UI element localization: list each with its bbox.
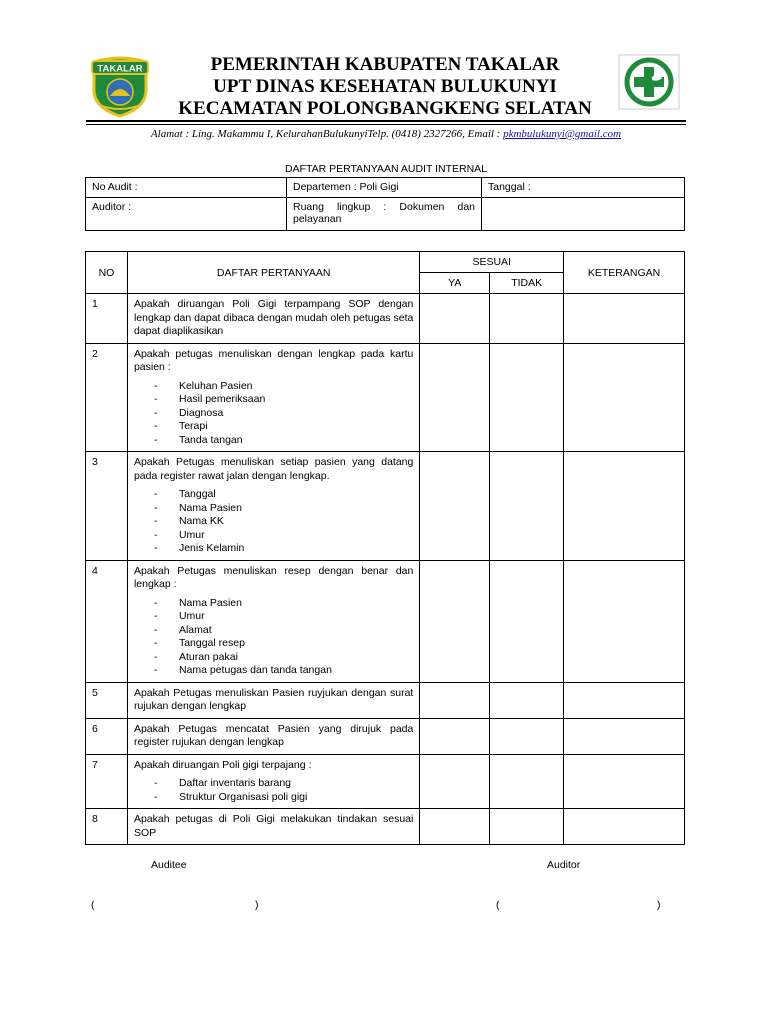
keterangan-cell[interactable]	[564, 343, 685, 452]
table-row	[86, 809, 685, 845]
document-title: DAFTAR PERTANYAAN AUDIT INTERNAL	[284, 163, 488, 175]
question-text: Apakah diruangan Poli Gigi terpampang SOP dengan lengkap dan dapat dibaca dengan mudah oleh petugas seta dapat diaplikasikan	[133, 298, 414, 337]
auditor-close-paren: )	[657, 899, 661, 911]
tidak-cell[interactable]	[490, 452, 564, 561]
letterhead-rule-thin	[86, 124, 686, 125]
ya-cell[interactable]	[420, 718, 490, 754]
audit-info-table	[85, 177, 685, 231]
question-cell	[127, 294, 419, 344]
row-number: 3	[86, 452, 128, 561]
row-number: 8	[86, 809, 128, 845]
ya-cell[interactable]	[420, 754, 490, 809]
table-row	[86, 560, 685, 682]
tidak-cell[interactable]	[490, 343, 564, 452]
question-item: - Aturan pakai	[134, 651, 413, 665]
audit-question-table	[85, 251, 685, 845]
question-text: Apakah Petugas menuliskan resep dengan benar dan lengkap :	[133, 564, 414, 590]
keterangan-cell[interactable]	[564, 452, 685, 561]
question-item-list	[134, 380, 413, 448]
email-link[interactable]: pkmbulukunyi@gmail.com	[503, 128, 622, 140]
header-no: NO	[86, 252, 128, 294]
question-text: Apakah Petugas menuliskan Pasien ruyjukan dengan surat rujukan dengan lengkap	[133, 686, 414, 712]
question-item: - Nama petugas dan tanda tangan	[134, 664, 413, 678]
ya-cell[interactable]	[420, 294, 490, 344]
question-item: - Umur	[134, 610, 413, 624]
question-item: - Terapi	[134, 420, 413, 434]
question-rows	[86, 294, 685, 845]
question-cell	[127, 809, 419, 845]
tidak-cell[interactable]	[490, 718, 564, 754]
question-item: - Diagnosa	[134, 407, 413, 421]
question-item: - Alamat	[134, 624, 413, 638]
auditee-close-paren: )	[255, 899, 259, 911]
empty-cell	[482, 198, 685, 231]
header-pertanyaan: DAFTAR PERTANYAAN	[127, 252, 419, 294]
question-text: Apakah Petugas mencatat Pasien yang dirujuk pada register rujukan dengan lengkap	[133, 722, 414, 748]
letterhead-rule-thick	[86, 120, 686, 122]
table-row	[86, 343, 685, 452]
question-item: - Daftar inventaris barang	[134, 777, 413, 791]
letterhead	[140, 54, 630, 120]
question-item: - Hasil pemeriksaan	[134, 393, 413, 407]
ya-cell[interactable]	[420, 343, 490, 452]
question-item: - Tanggal	[134, 488, 413, 502]
tidak-cell[interactable]	[490, 809, 564, 845]
ya-cell[interactable]	[420, 452, 490, 561]
question-item: - Struktur Organisasi poli gigi	[134, 791, 413, 805]
header-sesuai: SESUAI	[420, 252, 564, 273]
question-item: - Nama KK	[134, 515, 413, 529]
ya-cell[interactable]	[420, 682, 490, 718]
logo-left-text: TAKALAR	[97, 63, 143, 75]
question-text: Apakah Petugas menuliskan setiap pasien yang datang pada register rawat jalan dengan lengkap.	[133, 456, 414, 482]
keterangan-cell[interactable]	[564, 754, 685, 809]
table-row	[86, 754, 685, 809]
puskesmas-logo-icon	[618, 54, 680, 110]
tidak-cell[interactable]	[490, 294, 564, 344]
letterhead-line-3: KECAMATAN POLONGBANGKENG SELATAN	[178, 98, 592, 119]
keterangan-cell[interactable]	[564, 718, 685, 754]
letterhead-line-2: UPT DINAS KESEHATAN BULUKUNYI	[213, 76, 557, 97]
address-text: Alamat : Ling. Makammu I, KelurahanBulukunyiTelp. (0418) 2327266, Email :	[150, 128, 504, 140]
tidak-cell[interactable]	[490, 682, 564, 718]
header-keterangan: KETERANGAN	[564, 252, 685, 294]
keterangan-cell[interactable]	[564, 294, 685, 344]
question-item: - Nama Pasien	[134, 597, 413, 611]
question-cell	[127, 560, 419, 682]
question-cell	[127, 682, 419, 718]
question-item: - Keluhan Pasien	[134, 380, 413, 394]
table-row	[86, 682, 685, 718]
question-item: - Nama Pasien	[134, 502, 413, 516]
row-number: 2	[86, 343, 128, 452]
letterhead-line-1: PEMERINTAH KABUPATEN TAKALAR	[210, 54, 560, 75]
question-cell	[127, 452, 419, 561]
no-audit-cell: No Audit :	[86, 178, 287, 198]
header-tidak: TIDAK	[490, 273, 564, 294]
auditor-label: Auditor	[547, 859, 581, 871]
question-text: Apakah diruangan Poli gigi terpajang :	[133, 758, 312, 771]
row-number: 4	[86, 560, 128, 682]
keterangan-cell[interactable]	[564, 809, 685, 845]
table-row	[86, 294, 685, 344]
row-number: 7	[86, 754, 128, 809]
question-item: - Tanggal resep	[134, 637, 413, 651]
auditee-label: Auditee	[151, 859, 187, 871]
question-cell	[127, 754, 419, 809]
question-text: Apakah petugas menuliskan dengan lengkap pada kartu pasien :	[133, 347, 414, 373]
table-row	[86, 718, 685, 754]
question-item-list	[134, 777, 413, 804]
auditor-open-paren: (	[496, 899, 500, 911]
question-cell	[127, 718, 419, 754]
header-ya: YA	[420, 273, 490, 294]
auditor-cell: Auditor :	[86, 198, 287, 231]
question-text: Apakah petugas di Poli Gigi melakukan tindakan sesuai SOP	[133, 813, 414, 839]
ya-cell[interactable]	[420, 560, 490, 682]
ruang-lingkup-cell: Ruang lingkup : Dokumen dan pelayanan	[287, 198, 482, 231]
tanggal-cell: Tanggal :	[482, 178, 685, 198]
table-row	[86, 452, 685, 561]
row-number: 6	[86, 718, 128, 754]
keterangan-cell[interactable]	[564, 682, 685, 718]
tidak-cell[interactable]	[490, 754, 564, 809]
question-item: - Jenis Kelamin	[134, 542, 413, 556]
question-cell	[127, 343, 419, 452]
ya-cell[interactable]	[420, 809, 490, 845]
auditee-open-paren: (	[91, 899, 95, 911]
row-number: 5	[86, 682, 128, 718]
address-line	[86, 128, 686, 140]
keterangan-cell[interactable]	[564, 560, 685, 682]
row-number: 1	[86, 294, 128, 344]
question-item: - Umur	[134, 529, 413, 543]
question-item-list	[134, 488, 413, 556]
question-item-list	[134, 597, 413, 678]
departemen-cell: Departemen : Poli Gigi	[287, 178, 482, 198]
tidak-cell[interactable]	[490, 560, 564, 682]
question-item: - Tanda tangan	[134, 434, 413, 448]
